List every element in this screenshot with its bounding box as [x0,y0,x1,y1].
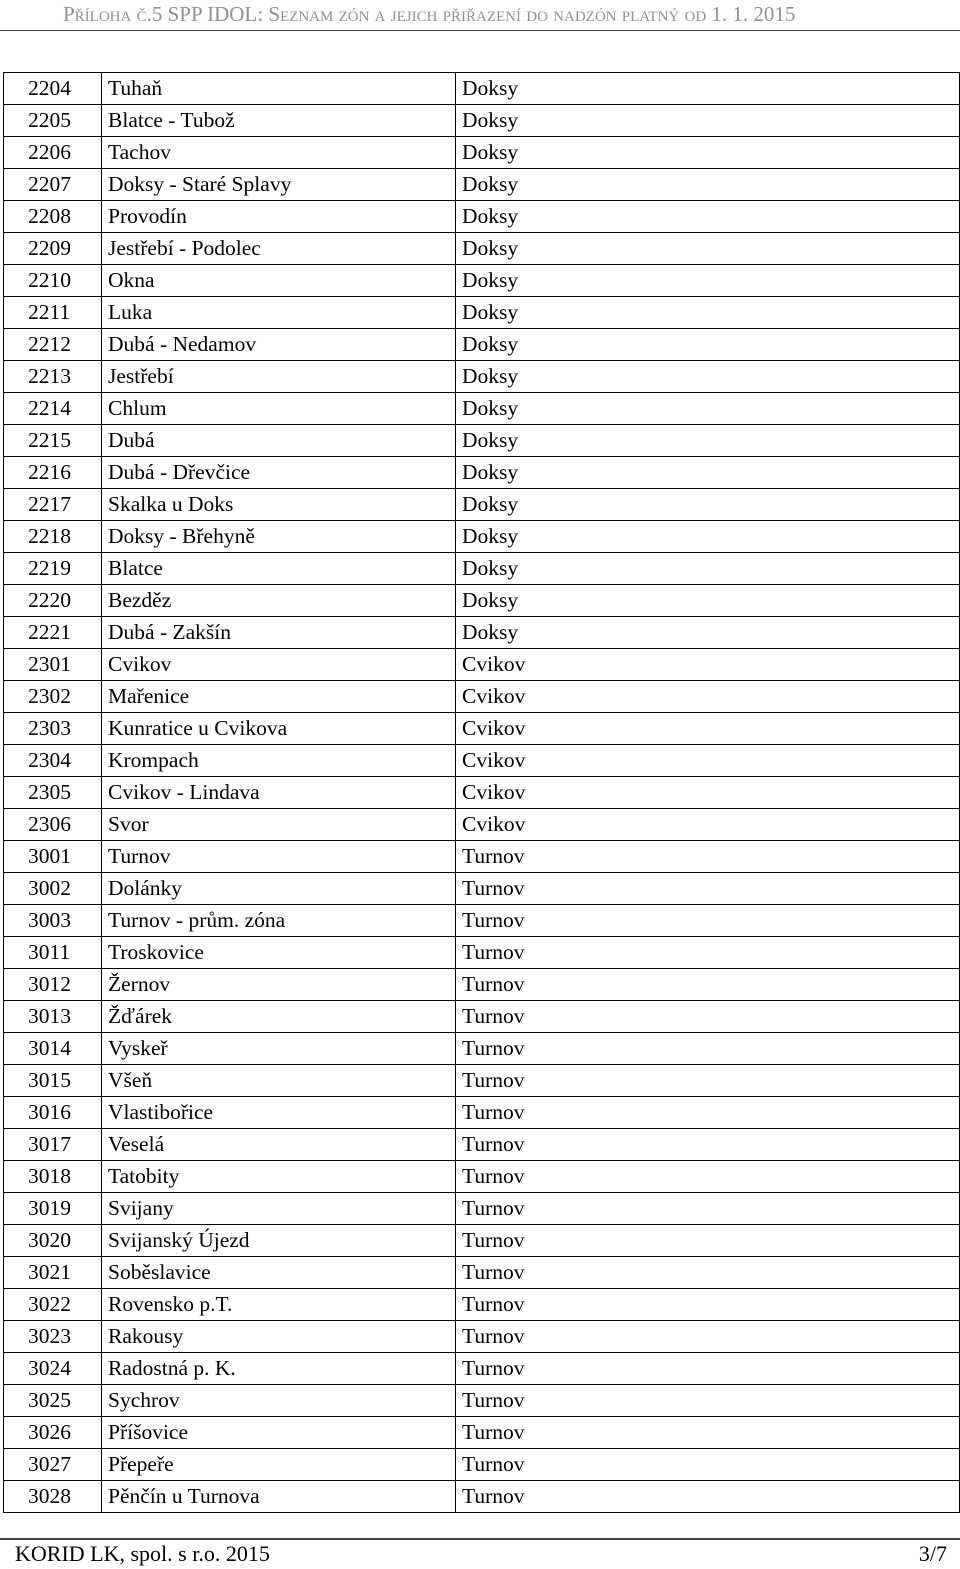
table-row [4,1033,960,1065]
superzone-cell: Doksy [456,233,960,265]
zone-name-cell: Turnov [102,841,456,873]
zone-name-cell: Dubá - Zakšín [102,617,456,649]
zone-code-cell: 3023 [4,1321,102,1353]
superzone-cell: Doksy [456,361,960,393]
table-row [4,265,960,297]
zone-code-cell: 3012 [4,969,102,1001]
table-row [4,1097,960,1129]
superzone-cell: Turnov [456,1065,960,1097]
superzone-cell: Doksy [456,617,960,649]
table-row [4,1065,960,1097]
zone-name-cell: Pěnčín u Turnova [102,1481,456,1513]
zone-code-cell: 2219 [4,553,102,585]
zone-code-cell: 3018 [4,1161,102,1193]
superzone-cell: Turnov [456,1161,960,1193]
superzone-cell: Turnov [456,1321,960,1353]
table-row [4,809,960,841]
zone-code-cell: 2302 [4,681,102,713]
table-row [4,649,960,681]
zone-name-cell: Žďárek [102,1001,456,1033]
footer-page-number: 3/7 [918,1541,947,1566]
zone-name-cell: Vyskeř [102,1033,456,1065]
zone-code-cell: 2209 [4,233,102,265]
zone-code-cell: 3001 [4,841,102,873]
table-row [4,489,960,521]
zone-name-cell: Jestřebí - Podolec [102,233,456,265]
table-row [4,745,960,777]
table-row [4,1385,960,1417]
table-row [4,1129,960,1161]
table-row [4,1449,960,1481]
zone-name-cell: Bezděz [102,585,456,617]
zone-name-cell: Soběslavice [102,1257,456,1289]
superzone-cell: Turnov [456,1289,960,1321]
zone-name-cell: Blatce [102,553,456,585]
zone-name-cell: Troskovice [102,937,456,969]
zone-code-cell: 3021 [4,1257,102,1289]
zone-name-cell: Luka [102,297,456,329]
zone-code-cell: 2210 [4,265,102,297]
zone-code-cell: 2305 [4,777,102,809]
table-row [4,1481,960,1513]
superzone-cell: Cvikov [456,745,960,777]
superzone-cell: Cvikov [456,649,960,681]
superzone-cell: Turnov [456,1417,960,1449]
zone-code-cell: 2215 [4,425,102,457]
superzone-cell: Turnov [456,841,960,873]
zone-code-cell: 2207 [4,169,102,201]
table-row [4,873,960,905]
zone-code-cell: 3002 [4,873,102,905]
superzone-cell: Turnov [456,1449,960,1481]
table-row [4,1001,960,1033]
superzone-cell: Turnov [456,905,960,937]
zone-name-cell: Turnov - prům. zóna [102,905,456,937]
table-row [4,1321,960,1353]
table-row [4,425,960,457]
superzone-cell: Doksy [456,73,960,105]
zone-name-cell: Dubá [102,425,456,457]
superzone-cell: Turnov [456,1193,960,1225]
superzone-cell: Turnov [456,969,960,1001]
zone-name-cell: Přepeře [102,1449,456,1481]
zone-code-cell: 2301 [4,649,102,681]
zone-code-cell: 2304 [4,745,102,777]
zone-name-cell: Příšovice [102,1417,456,1449]
zone-code-cell: 2208 [4,201,102,233]
superzone-cell: Turnov [456,1385,960,1417]
zone-name-cell: Okna [102,265,456,297]
zone-code-cell: 3026 [4,1417,102,1449]
zone-name-cell: Cvikov [102,649,456,681]
zone-code-cell: 2218 [4,521,102,553]
zone-code-cell: 2205 [4,105,102,137]
table-row [4,169,960,201]
superzone-cell: Cvikov [456,809,960,841]
table-row [4,297,960,329]
zone-code-cell: 2217 [4,489,102,521]
superzone-cell: Doksy [456,265,960,297]
zone-code-cell: 3015 [4,1065,102,1097]
superzone-cell: Doksy [456,393,960,425]
table-row [4,1161,960,1193]
zone-name-cell: Mařenice [102,681,456,713]
table-row [4,713,960,745]
zone-name-cell: Chlum [102,393,456,425]
table-row [4,553,960,585]
zone-name-cell: Rakousy [102,1321,456,1353]
zone-name-cell: Svor [102,809,456,841]
table-row [4,105,960,137]
zone-code-cell: 2211 [4,297,102,329]
zone-code-cell: 2306 [4,809,102,841]
superzone-cell: Turnov [456,1353,960,1385]
zone-name-cell: Krompach [102,745,456,777]
table-row [4,1225,960,1257]
table-row [4,73,960,105]
superzone-cell: Doksy [456,521,960,553]
table-row [4,681,960,713]
zone-code-cell: 3024 [4,1353,102,1385]
superzone-cell: Turnov [456,1097,960,1129]
table-row [4,521,960,553]
superzone-cell: Turnov [456,1033,960,1065]
superzone-cell: Doksy [456,457,960,489]
zone-name-cell: Doksy - Břehyně [102,521,456,553]
table-row [4,1353,960,1385]
zone-code-cell: 2212 [4,329,102,361]
zone-table-body [4,73,960,1513]
zone-name-cell: Radostná p. K. [102,1353,456,1385]
table-row [4,1289,960,1321]
page-header-title: Příloha č.5 SPP IDOL: Seznam zón a jejich přiřazení do nadzón platný od 1. 1. 2015 [63,2,796,26]
zone-name-cell: Tachov [102,137,456,169]
table-row [4,329,960,361]
table-row [4,841,960,873]
zone-code-cell: 3017 [4,1129,102,1161]
footer-publisher: KORID LK, spol. s r.o. 2015 [15,1541,270,1566]
zone-name-cell: Všeň [102,1065,456,1097]
zone-name-cell: Vlastibořice [102,1097,456,1129]
table-row [4,201,960,233]
table-row [4,969,960,1001]
zone-code-cell: 3011 [4,937,102,969]
zone-name-cell: Cvikov - Lindava [102,777,456,809]
superzone-cell: Doksy [456,201,960,233]
superzone-cell: Turnov [456,1257,960,1289]
superzone-cell: Turnov [456,1001,960,1033]
superzone-cell: Turnov [456,937,960,969]
zone-code-cell: 2213 [4,361,102,393]
zone-code-cell: 3013 [4,1001,102,1033]
zone-code-cell: 2220 [4,585,102,617]
superzone-cell: Turnov [456,1129,960,1161]
zone-name-cell: Veselá [102,1129,456,1161]
zone-code-cell: 3014 [4,1033,102,1065]
page-header [0,0,960,31]
superzone-cell: Turnov [456,873,960,905]
zone-name-cell: Doksy - Staré Splavy [102,169,456,201]
zone-name-cell: Dubá - Nedamov [102,329,456,361]
zone-code-cell: 3016 [4,1097,102,1129]
table-row [4,361,960,393]
table-row [4,1417,960,1449]
zone-code-cell: 2221 [4,617,102,649]
table-row [4,937,960,969]
zone-code-cell: 3027 [4,1449,102,1481]
table-row [4,777,960,809]
zone-name-cell: Kunratice u Cvikova [102,713,456,745]
zone-code-cell: 3019 [4,1193,102,1225]
table-row [4,393,960,425]
superzone-cell: Cvikov [456,713,960,745]
zone-name-cell: Provodín [102,201,456,233]
table-row [4,905,960,937]
zone-code-cell: 3025 [4,1385,102,1417]
superzone-cell: Doksy [456,553,960,585]
zone-name-cell: Svijanský Újezd [102,1225,456,1257]
zone-name-cell: Blatce - Tubož [102,105,456,137]
zone-code-cell: 3020 [4,1225,102,1257]
zone-code-cell: 2204 [4,73,102,105]
zone-name-cell: Svijany [102,1193,456,1225]
zone-name-cell: Dubá - Dřevčice [102,457,456,489]
zone-name-cell: Žernov [102,969,456,1001]
table-row [4,1257,960,1289]
zone-name-cell: Tatobity [102,1161,456,1193]
zone-name-cell: Dolánky [102,873,456,905]
table-row [4,617,960,649]
superzone-cell: Doksy [456,137,960,169]
zone-code-cell: 3003 [4,905,102,937]
zone-name-cell: Sychrov [102,1385,456,1417]
zone-code-cell: 2216 [4,457,102,489]
zone-code-cell: 2214 [4,393,102,425]
zone-code-cell: 3022 [4,1289,102,1321]
superzone-cell: Doksy [456,329,960,361]
table-row [4,1193,960,1225]
zone-name-cell: Rovensko p.T. [102,1289,456,1321]
superzone-cell: Turnov [456,1225,960,1257]
zone-table [3,72,960,1513]
table-row [4,233,960,265]
table-row [4,457,960,489]
superzone-cell: Doksy [456,169,960,201]
table-row [4,585,960,617]
zone-code-cell: 2206 [4,137,102,169]
zone-name-cell: Skalka u Doks [102,489,456,521]
zone-code-cell: 3028 [4,1481,102,1513]
superzone-cell: Doksy [456,489,960,521]
superzone-cell: Doksy [456,425,960,457]
superzone-cell: Cvikov [456,777,960,809]
superzone-cell: Cvikov [456,681,960,713]
superzone-cell: Doksy [456,297,960,329]
zone-name-cell: Tuhaň [102,73,456,105]
superzone-cell: Doksy [456,105,960,137]
superzone-cell: Turnov [456,1481,960,1513]
zone-code-cell: 2303 [4,713,102,745]
table-row [4,137,960,169]
superzone-cell: Doksy [456,585,960,617]
zone-name-cell: Jestřebí [102,361,456,393]
